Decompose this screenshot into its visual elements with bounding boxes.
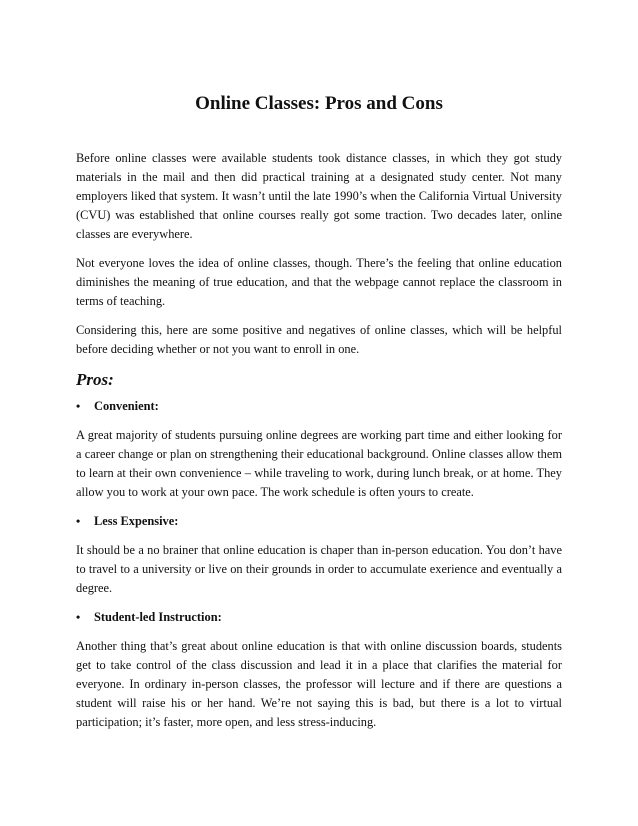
intro-paragraph-1: Before online classes were available students took distance classes, in which they got study materials in the mail and then did practical training at a designated study center. Not many employers liked that system. It wasn’t until the late 1990’s when the California Virtual University (CVU) was established that online courses really got some traction. Two decades later, online classes are everywhere. [76, 151, 562, 241]
intro-paragraph-2: Not everyone loves the idea of online classes, though. There’s the feeling that online education diminishes the meaning of true education, and that the webpage cannot replace the classroom in terms of teaching. [76, 256, 562, 308]
document-page [76, 92, 562, 742]
pro-less-expensive-text: It should be a no brainer that online education is chaper than in-person education. You don’t have to travel to a university or live on their grounds in order to accumulate exerience and eventually a degree. [76, 543, 562, 595]
pro-less-expensive-label: Less Expensive: [94, 514, 179, 528]
intro-paragraph-3: Considering this, here are some positive and negatives of online classes, which will be helpful before deciding whether or not you want to enroll in one. [76, 323, 562, 356]
pro-convenient-text: A great majority of students pursuing online degrees are working part time and either looking for a career change or plan on strengthening their educational background. Online classes allow them to learn at their own convenience – while traveling to work, during lunch break, or at home. They allow you to work at your own pace. The work schedule is often yours to create. [76, 428, 562, 499]
bullet-icon: • [76, 514, 81, 528]
bullet-icon: • [76, 610, 81, 624]
bullet-icon: • [76, 399, 81, 413]
pro-student-led-heading [76, 608, 562, 627]
pro-student-led-text: Another thing that’s great about online education is that with online discussion boards, students get to take control of the class discussion and lead it in a place that clarifies the material for everyone. In ordinary in-person classes, the professor will lecture and if there are questions a student will raise his or her hand. We’re not saying this is bad, but there is a lot to virtual participation; it’s faster, more open, and less stress-inducing. [76, 639, 562, 729]
pro-convenient-heading [76, 397, 562, 416]
pro-convenient-label: Convenient: [94, 399, 159, 413]
pros-heading: Pros: [76, 370, 114, 389]
pro-student-led-label: Student-led Instruction: [94, 610, 222, 624]
pro-less-expensive-heading [76, 512, 562, 531]
document-title: Online Classes: Pros and Cons [195, 93, 443, 114]
